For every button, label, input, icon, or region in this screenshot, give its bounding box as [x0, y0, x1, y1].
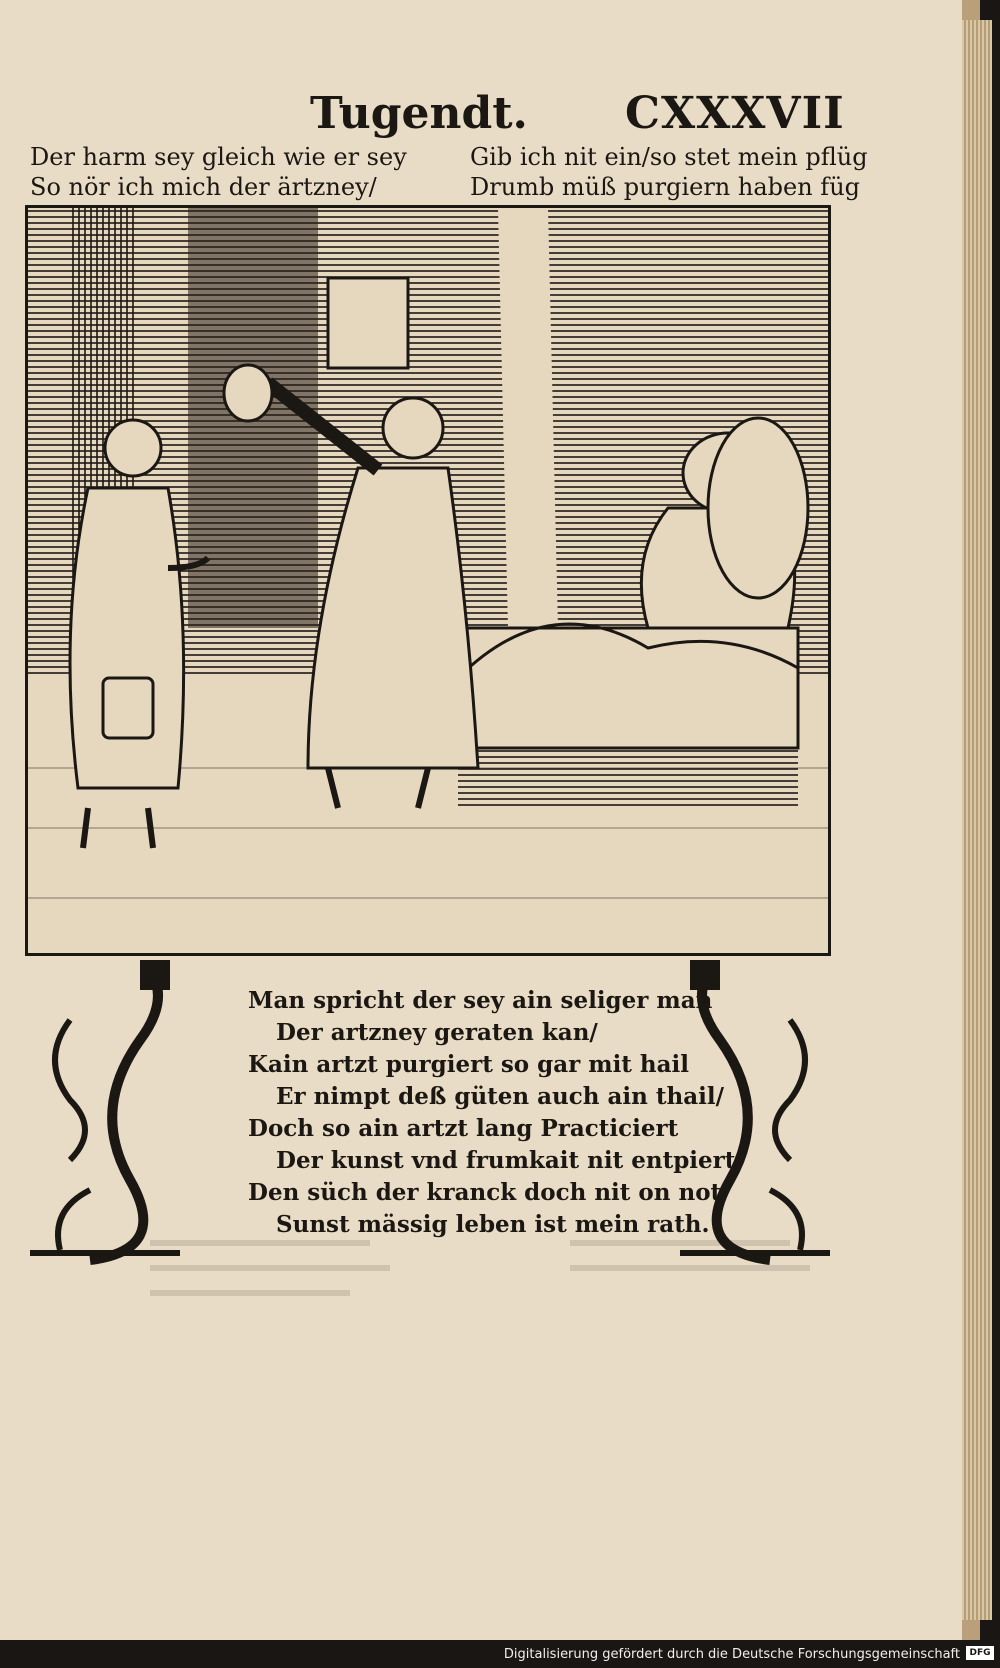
- verse-line: Gib ich nit ein/so stet mein pflüg: [470, 143, 868, 171]
- window-niche: [328, 278, 408, 368]
- light-beam: [498, 208, 558, 628]
- dfg-logo: DFG: [966, 1646, 994, 1660]
- woodcut-scene: [28, 208, 828, 953]
- page-edge: [962, 20, 992, 1620]
- bed-frame: [458, 748, 798, 808]
- servant-head: [105, 420, 161, 476]
- verse-line: Der harm sey gleich wie er sey: [30, 143, 407, 171]
- poem-line: Doch so ain artzt lang Practiciert: [248, 1115, 679, 1142]
- verse-line: Drumb müß purgiern haben füg: [470, 173, 861, 201]
- show-through-text: [150, 1230, 850, 1300]
- poem-line: Kain artzt purgiert so gar mit hail: [248, 1051, 690, 1078]
- poem-line: Sunst mässig leben ist mein rath.: [276, 1211, 710, 1238]
- urine-flask: [224, 365, 272, 421]
- poem-line: Der kunst vnd frumkait nit entpiert: [276, 1147, 736, 1174]
- woodcut-illustration: [25, 205, 831, 956]
- verse-top-left: [30, 142, 407, 202]
- poem-line: Der artzney geraten kan/: [276, 1019, 598, 1046]
- poem-line: Man spricht der sey ain seliger man: [248, 987, 713, 1014]
- digitization-footer: [0, 1640, 1000, 1668]
- page-header-title: Tugendt.: [310, 88, 528, 139]
- footer-credit: Digitalisierung gefördert durch die Deutsche Forschungsgemeinschaft: [503, 1647, 960, 1662]
- poem-line: Er nimpt deß güten auch ain thail/: [276, 1083, 725, 1110]
- physician-head: [383, 398, 443, 458]
- bucket: [103, 678, 153, 738]
- verse-top-right: [470, 142, 868, 202]
- poem-verses: [248, 985, 735, 1241]
- folio-number: CXXXVII: [625, 88, 845, 139]
- poem-line: Den süch der kranck doch nit on not: [248, 1179, 722, 1206]
- pillow: [708, 418, 808, 598]
- servant-body: [70, 488, 184, 788]
- verse-line: So nör ich mich der ärtzney/: [30, 173, 377, 201]
